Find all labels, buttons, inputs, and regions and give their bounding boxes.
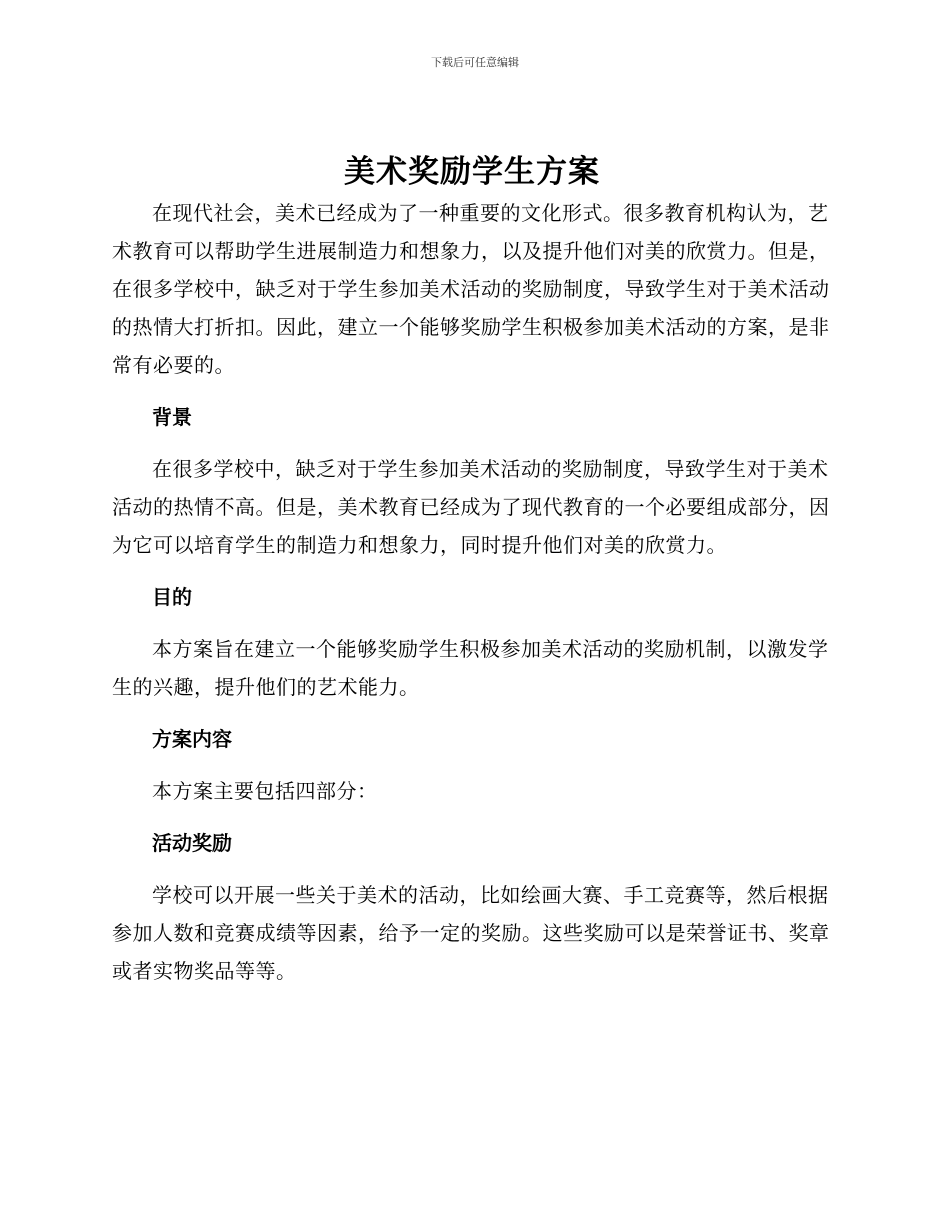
section-body-background: 在很多学校中，缺乏对于学生参加美术活动的奖励制度，导致学生对于美术活动的热情不高。但是，美术教育已经成为了现代教育的一个必要组成部分，因为它可以培育学生的制造力和想象力，同时提升他们对美的欣赏力。 [112,457,830,557]
intro-paragraph: 在现代社会，美术已经成为了一种重要的文化形式。很多教育机构认为，艺术教育可以帮助学生进展制造力和想象力，以及提升他们对美的欣赏力。但是，在很多学校中，缺乏对于学生参加美术活动的奖励制度，导致学生对于美术活动的热情大打折扣。因此，建立一个能够奖励学生积极参加美术活动的方案，是非常有必要的。 [112,201,830,377]
document-title: 美术奖励学生方案 [344,154,600,190]
document-body [112,150,832,990]
section-heading-background: 背景 [152,405,192,429]
section-heading-activity-reward: 活动奖励 [152,831,232,855]
section-heading-purpose: 目的 [152,585,192,609]
page-header-note: 下载后可任意编辑 [431,56,519,69]
section-body-content: 本方案主要包括四部分： [152,779,378,803]
section-body-purpose: 本方案旨在建立一个能够奖励学生积极参加美术活动的奖励机制，以激发学生的兴趣，提升他们的艺术能力。 [112,637,829,699]
section-body-activity-reward: 学校可以开展一些关于美术的活动，比如绘画大赛、手工竞赛等，然后根据参加人数和竞赛成绩等因素，给予一定的奖励。这些奖励可以是荣誉证书、奖章或者实物奖品等等。 [112,883,830,983]
section-heading-content: 方案内容 [152,727,232,751]
